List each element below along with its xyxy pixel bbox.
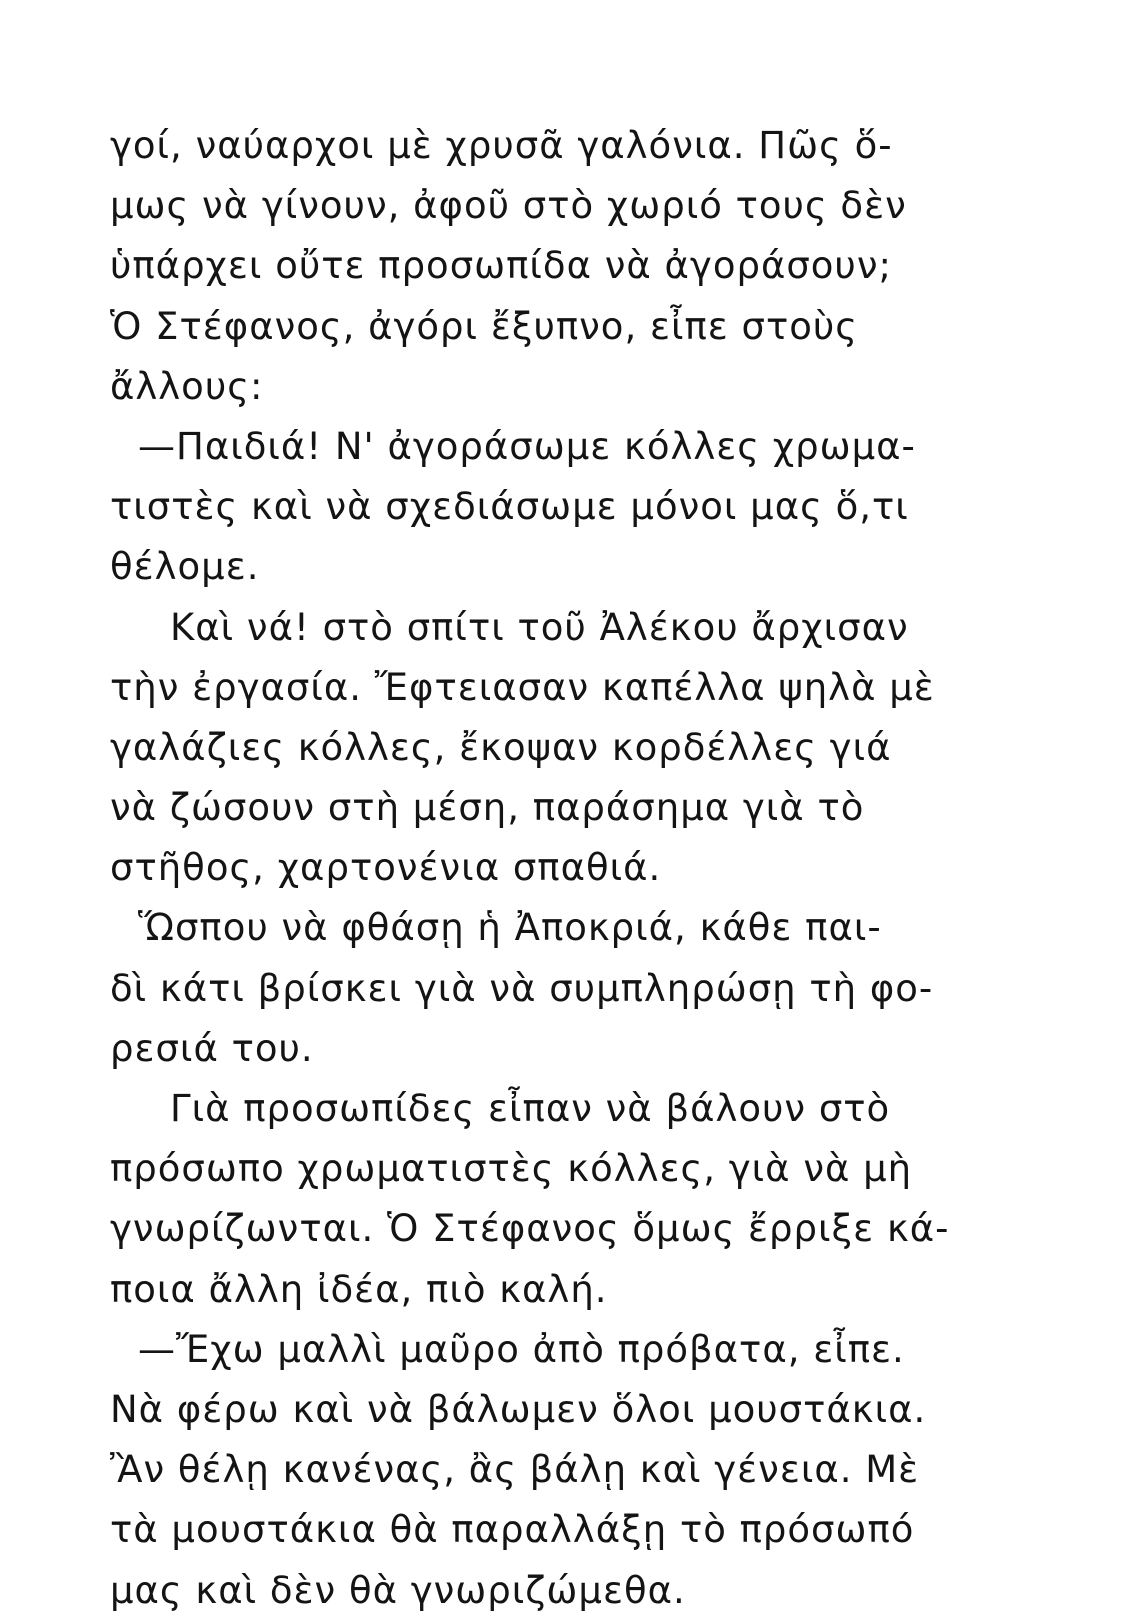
- paragraph-start-line: Γιὰ προσωπίδες εἶπαν νὰ βάλουν στὸ: [170, 1087, 891, 1130]
- text-line: θέλομε.: [110, 545, 260, 589]
- text-line: νὰ ζώσουν στὴ μέση, παράσημα γιὰ τὸ: [110, 786, 865, 830]
- text-line: μας καὶ δὲν θὰ γνωριζώμεθα.: [110, 1568, 686, 1612]
- text-line: Ἂν θέλῃ κανένας, ἂς βάλῃ καὶ γένεια. Μὲ: [110, 1448, 920, 1492]
- text-line: μως νὰ γίνουν, ἀφοῦ στὸ χωριό τους δὲν: [110, 184, 907, 228]
- text-line: ἄλλους:: [110, 364, 264, 408]
- text-line: γοί, ναύαρχοι μὲ χρυσᾶ γαλόνια. Πῶς ὅ-: [110, 124, 893, 167]
- text-line: γνωρίζωνται. Ὁ Στέφανος ὅμως ἔρριξε κά-: [110, 1207, 950, 1251]
- dialogue-line: —Ἔχω μαλλὶ μαῦρο ἀπὸ πρόβατα, εἶπε.: [138, 1327, 905, 1371]
- text-line: ρεσιά του.: [110, 1026, 314, 1070]
- text-line: πρόσωπο χρωματιστὲς κόλλες, γιὰ νὰ μὴ: [110, 1147, 913, 1191]
- dialogue-line: —Παιδιά! Ν' ἀγοράσωμε κόλλες χρωμα-: [138, 424, 916, 468]
- text-line: τιστὲς καὶ νὰ σχεδιάσωμε μόνοι μας ὅ,τι: [110, 485, 909, 529]
- text-line: τὴν ἐργασία. Ἔφτειασαν καπέλλα ψηλὰ μὲ: [110, 665, 935, 709]
- paragraph-start-line: Καὶ νά! στὸ σπίτι τοῦ Ἀλέκου ἄρχισαν: [170, 605, 909, 649]
- text-line: γαλάζιες κόλλες, ἔκοψαν κορδέλλες γιά: [110, 725, 892, 769]
- text-line: στῆθος, χαρτονένια σπαθιά.: [110, 846, 662, 890]
- text-line: ὑπάρχει οὔτε προσωπίδα νὰ ἀγοράσουν;: [110, 244, 892, 288]
- text-line: Ὁ Στέφανος, ἀγόρι ἔξυπνο, εἶπε στοὺς: [110, 304, 859, 348]
- text-line: Νὰ φέρω καὶ νὰ βάλωμεν ὅλοι μουστάκια.: [110, 1387, 927, 1431]
- text-line: δὶ κάτι βρίσκει γιὰ νὰ συμπληρώσῃ τὴ φο-: [110, 966, 934, 1010]
- body-text: [110, 116, 970, 1621]
- paragraph-start-line: Ὥσπου νὰ φθάσῃ ἡ Ἀποκριά, κάθε παι-: [138, 906, 882, 950]
- text-line: ποια ἄλλη ἰδέα, πιὸ καλή.: [110, 1267, 608, 1311]
- text-line: τὰ μουστάκια θὰ παραλλάξῃ τὸ πρόσωπό: [110, 1508, 915, 1552]
